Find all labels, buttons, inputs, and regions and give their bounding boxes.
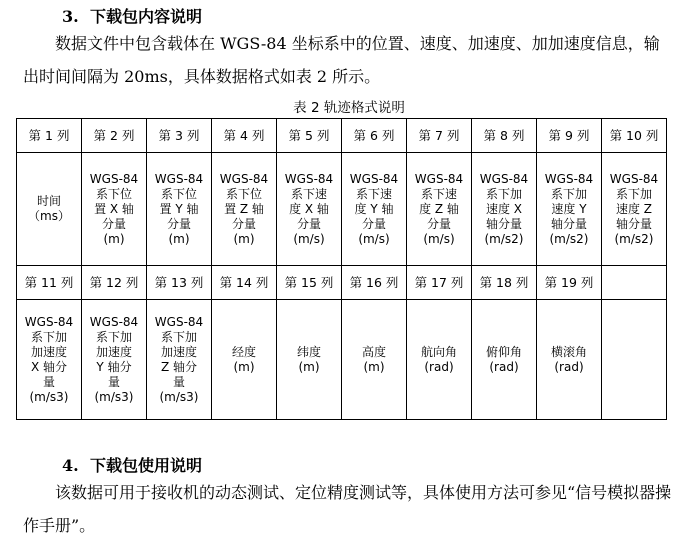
section-3-title: 下载包内容说明 (90, 7, 203, 26)
table-header-row-1 (17, 119, 667, 153)
column-header-9: 第 9 列 (537, 119, 602, 153)
table-body-row-1 (17, 153, 667, 266)
column-description-second-row-5: 纬度 (m) (277, 300, 342, 420)
column-header-7: 第 7 列 (407, 119, 472, 153)
column-header-5: 第 5 列 (277, 119, 342, 153)
section-3-number: 3. (62, 7, 79, 26)
section-4-title: 下载包使用说明 (90, 456, 203, 475)
column-header-3: 第 3 列 (147, 119, 212, 153)
column-header-1: 第 1 列 (17, 119, 82, 153)
column-description-second-row-7: 航向角 (rad) (407, 300, 472, 420)
column-description-5: WGS-84 系下速 度 X 轴 分量 (m/s) (277, 153, 342, 266)
column-description-second-row-1: WGS-84 系下加 加速度 X 轴分 量 (m/s3) (17, 300, 82, 420)
column-description-second-row-4: 经度 (m) (212, 300, 277, 420)
section-3-paragraph-text: 数据文件中包含载体在 WGS-84 坐标系中的位置、速度、加速度、加加速度信息，输出时间间隔为 20ms，具体数据格式如表 2 所示。 (23, 34, 660, 86)
column-header-10: 第 10 列 (602, 119, 667, 153)
table-caption: 表 2 轨迹格式说明 (293, 100, 405, 116)
column-description-second-row-9: 横滚角 (rad) (537, 300, 602, 420)
column-description-2: WGS-84 系下位 置 X 轴 分量 (m) (82, 153, 147, 266)
column-description-8: WGS-84 系下加 速度 X 轴分量 (m/s2) (472, 153, 537, 266)
column-header-second-row-4: 第 14 列 (212, 266, 277, 300)
column-description-6: WGS-84 系下速 度 Y 轴 分量 (m/s) (342, 153, 407, 266)
column-header-2: 第 2 列 (82, 119, 147, 153)
trajectory-format-table (16, 118, 667, 420)
section-4-number: 4. (62, 456, 79, 475)
column-header-second-row-8: 第 18 列 (472, 266, 537, 300)
section-4-paragraph-text: 该数据可用于接收机的动态测试、定位精度测试等，具体使用方法可参见“信号模拟器操作手册”。 (23, 483, 672, 535)
column-header-6: 第 6 列 (342, 119, 407, 153)
section-3-heading (62, 4, 202, 27)
column-description-4: WGS-84 系下位 置 Z 轴 分量 (m) (212, 153, 277, 266)
column-description-second-row-8: 俯仰角 (rad) (472, 300, 537, 420)
column-description-second-row-2: WGS-84 系下加 加速度 Y 轴分 量 (m/s3) (82, 300, 147, 420)
column-description-10: WGS-84 系下加 速度 Z 轴分量 (m/s2) (602, 153, 667, 266)
section-4-heading (62, 453, 202, 476)
column-description-9: WGS-84 系下加 速度 Y 轴分量 (m/s2) (537, 153, 602, 266)
column-header-second-row-3: 第 13 列 (147, 266, 212, 300)
column-description-second-row-10 (602, 300, 667, 420)
section-4-paragraph (23, 476, 673, 542)
column-header-second-row-7: 第 17 列 (407, 266, 472, 300)
column-description-second-row-6: 高度 (m) (342, 300, 407, 420)
column-header-second-row-6: 第 16 列 (342, 266, 407, 300)
column-description-3: WGS-84 系下位 置 Y 轴 分量 (m) (147, 153, 212, 266)
column-header-second-row-9: 第 19 列 (537, 266, 602, 300)
column-header-8: 第 8 列 (472, 119, 537, 153)
section-3-paragraph (23, 27, 673, 93)
column-header-second-row-5: 第 15 列 (277, 266, 342, 300)
column-header-second-row-10 (602, 266, 667, 300)
column-header-4: 第 4 列 (212, 119, 277, 153)
column-header-second-row-2: 第 12 列 (82, 266, 147, 300)
column-description-7: WGS-84 系下速 度 Z 轴 分量 (m/s) (407, 153, 472, 266)
table-body-row-2 (17, 300, 667, 420)
column-header-second-row-1: 第 11 列 (17, 266, 82, 300)
table-header-row-2 (17, 266, 667, 300)
column-description-second-row-3: WGS-84 系下加 加速度 Z 轴分 量 (m/s3) (147, 300, 212, 420)
column-description-1: 时间 （ms） (17, 153, 82, 266)
